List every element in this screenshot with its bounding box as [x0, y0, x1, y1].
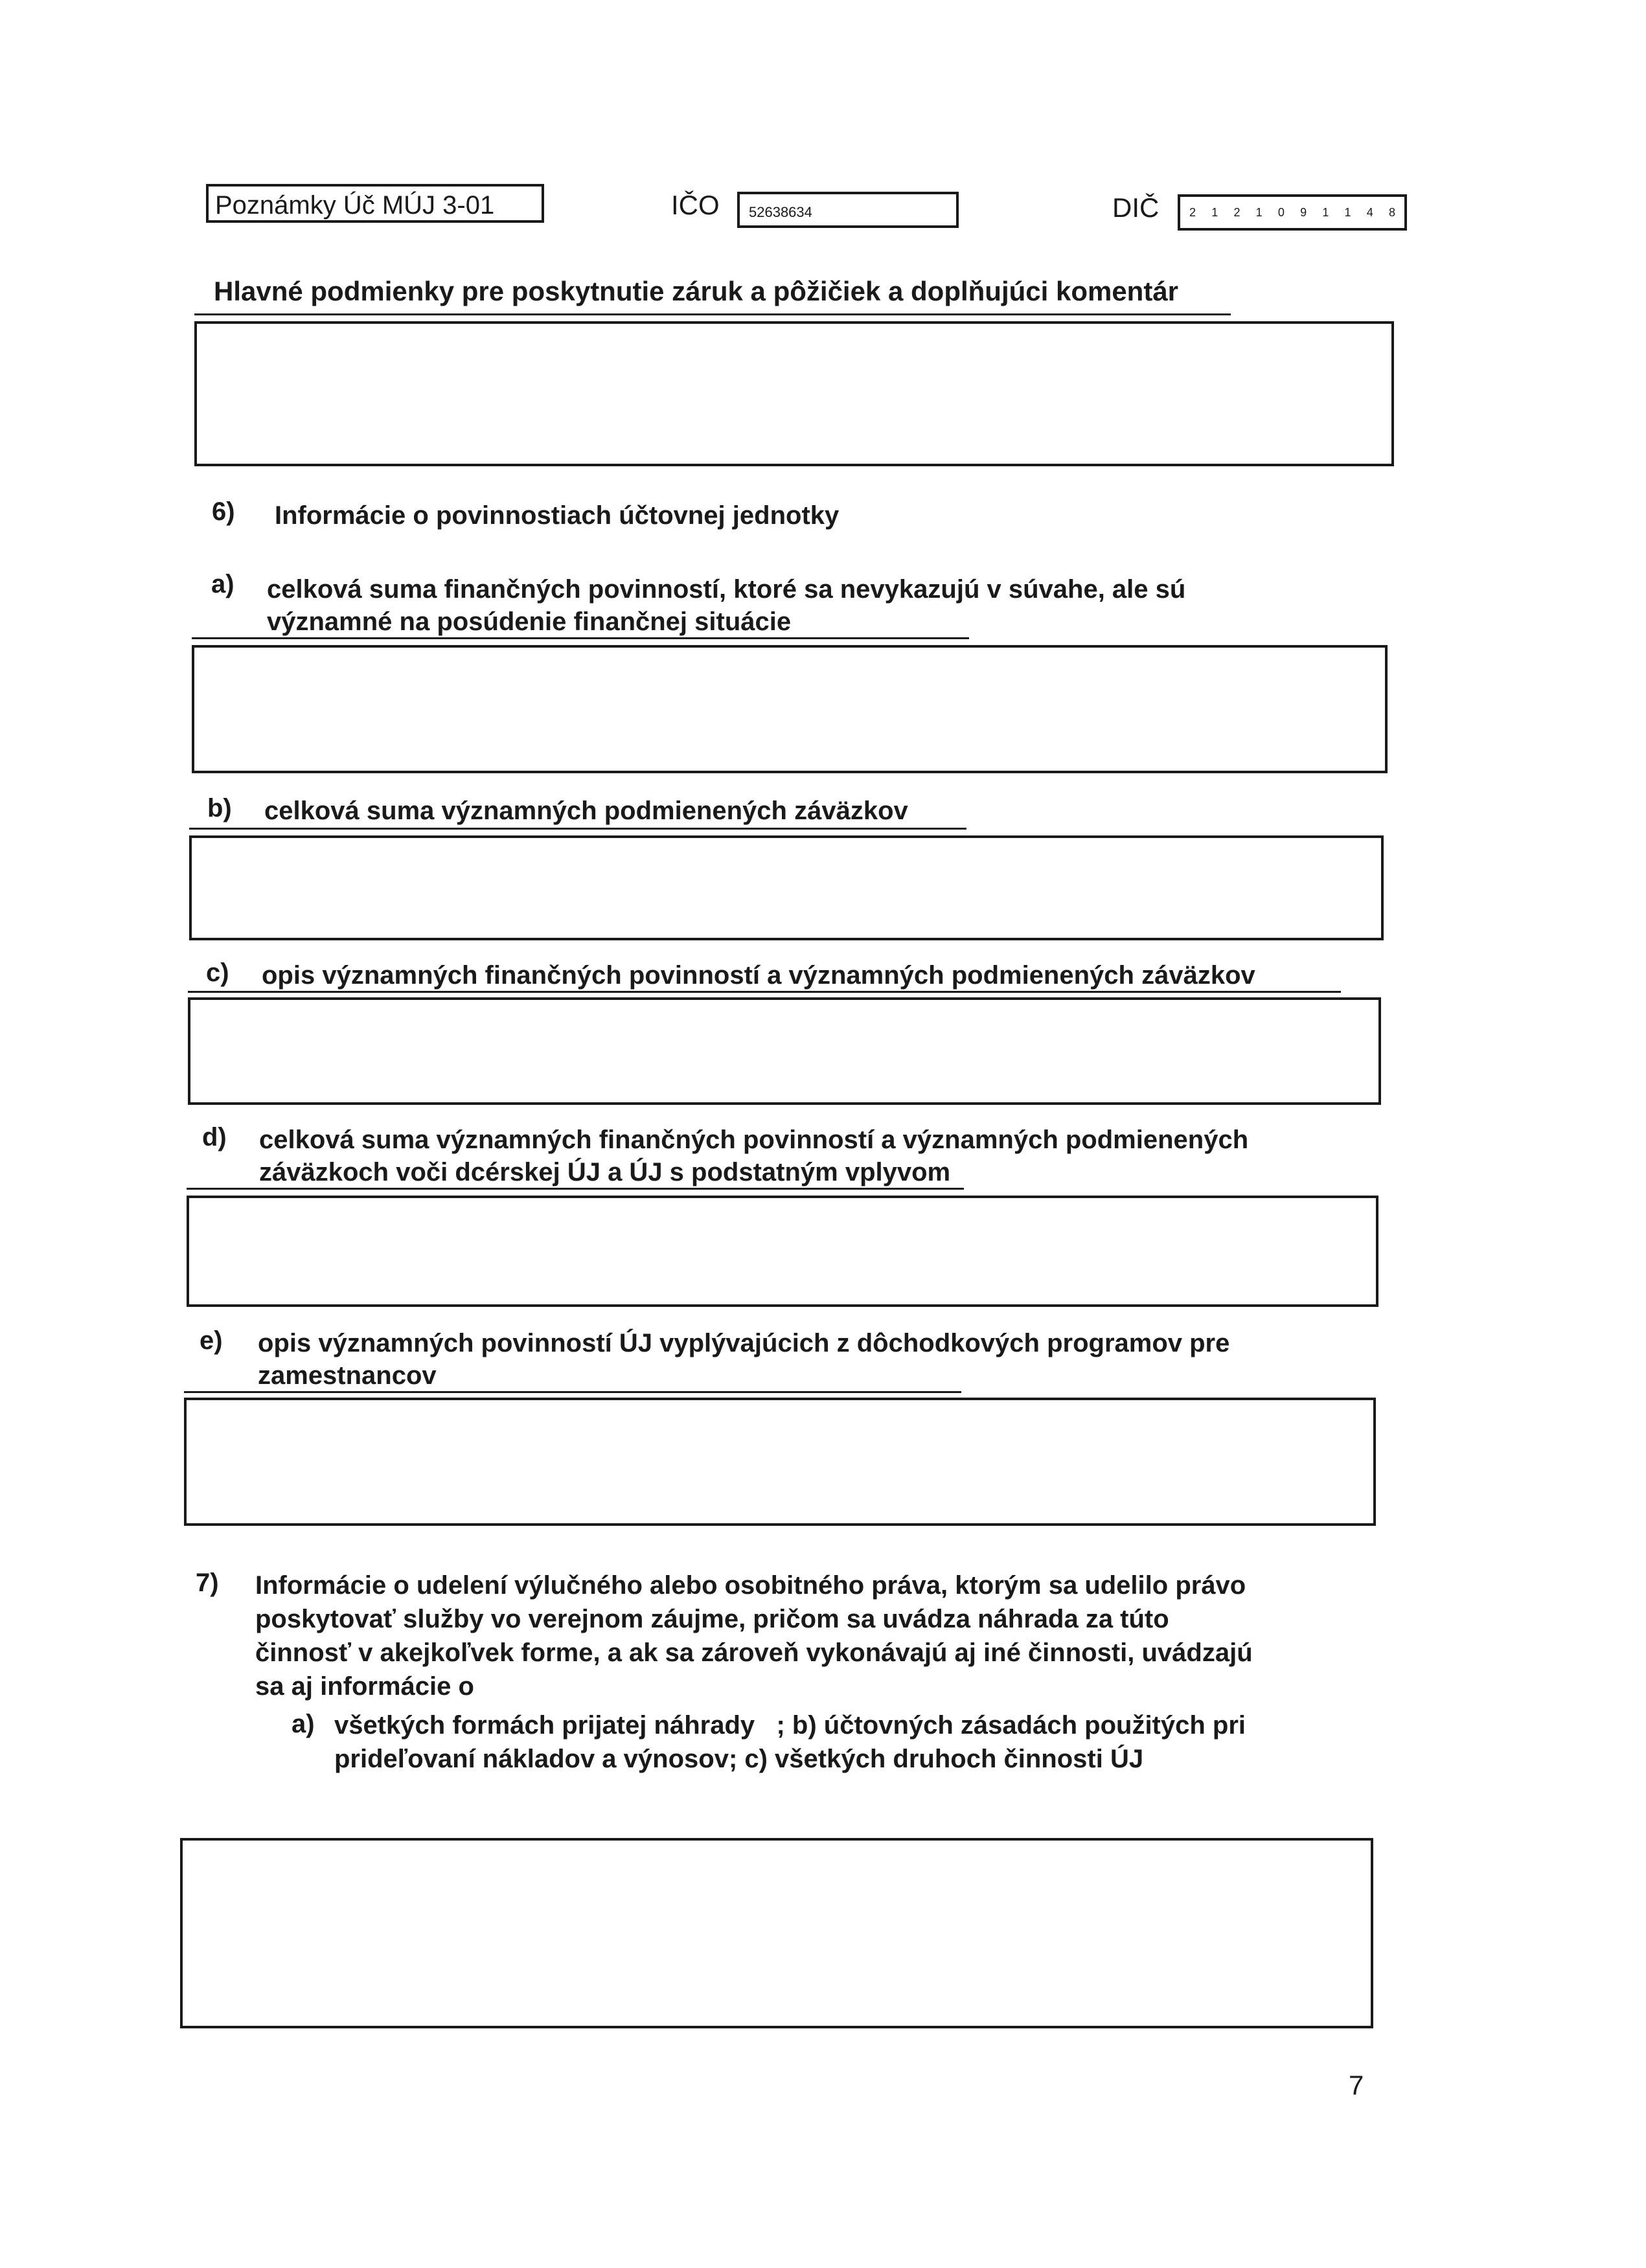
- dic-label: DIČ: [1112, 192, 1160, 223]
- item-a-box[interactable]: [192, 645, 1388, 773]
- dic-digit: 0: [1277, 205, 1285, 219]
- section-7-box[interactable]: [180, 1838, 1373, 2028]
- item-a-marker: a): [211, 570, 234, 598]
- form-code: Poznámky Úč MÚJ 3-01: [215, 191, 495, 220]
- item-c-line1: opis významných finančných povinností a významných podmienených záväzkov: [262, 961, 1255, 990]
- item-b-box[interactable]: [189, 835, 1384, 940]
- dic-digit: 1: [1211, 205, 1218, 219]
- ico-value: 52638634: [749, 204, 812, 220]
- item-d-line2: záväzkoch voči dcérskej ÚJ a ÚJ s podstatným vplyvom: [259, 1158, 951, 1186]
- ico-label: IČO: [671, 190, 720, 220]
- form-code-box: [206, 184, 544, 223]
- dic-field[interactable]: [1178, 194, 1407, 231]
- guarantees-title: Hlavné podmienky pre poskytnutie záruk a pôžičiek a doplňujúci komentár: [214, 276, 1179, 306]
- item-c-rule: [188, 991, 1341, 993]
- item-a-line2: významné na posúdenie finančnej situácie: [267, 607, 792, 636]
- section-7-line3: činnosť v akejkoľvek forme, a ak sa zároveň vykonávajú aj iné činnosti, uvádzajú: [255, 1639, 1253, 1667]
- dic-digit: 9: [1300, 205, 1307, 219]
- item-d-box[interactable]: [187, 1196, 1378, 1307]
- item-e-marker: e): [200, 1326, 223, 1355]
- item-e-box[interactable]: [184, 1398, 1376, 1526]
- dic-digit: 1: [1344, 205, 1351, 219]
- item-e-line1: opis významných povinností ÚJ vyplývajúcich z dôchodkových programov pre: [258, 1329, 1230, 1357]
- section-6-title: Informácie o povinnostiach účtovnej jednotky: [275, 501, 840, 530]
- page-number: 7: [1349, 2070, 1364, 2100]
- item-e-rule: [184, 1391, 961, 1393]
- section-7-sub-line1: všetkých formách prijatej náhrady ; b) účtovných zásadách použitých pri: [334, 1711, 1246, 1740]
- item-d-line1: celková suma významných finančných povinností a významných podmienených: [259, 1126, 1249, 1154]
- section-7-line2: poskytovať služby vo verejnom záujme, pričom sa uvádza náhrada za túto: [255, 1605, 1169, 1633]
- dic-digit: 1: [1255, 205, 1263, 219]
- item-a-rule: [192, 637, 969, 639]
- dic-digit: 8: [1388, 205, 1395, 219]
- item-d-marker: d): [202, 1123, 227, 1151]
- dic-digit: 1: [1322, 205, 1329, 219]
- section-6-number: 6): [212, 497, 235, 526]
- item-c-marker: c): [206, 958, 229, 987]
- item-b-line1: celková suma významných podmienených záväzkov: [264, 797, 908, 825]
- ico-field[interactable]: [737, 192, 959, 228]
- guarantees-rule: [194, 313, 1231, 315]
- item-d-rule: [187, 1188, 964, 1190]
- dic-digits: [1180, 197, 1404, 228]
- section-7-line1: Informácie o udelení výlučného alebo osobitného práva, ktorým sa udelilo právo: [255, 1571, 1246, 1600]
- item-b-marker: b): [207, 794, 232, 822]
- section-7-sub-marker: a): [291, 1710, 315, 1738]
- dic-digit: 2: [1233, 205, 1240, 219]
- dic-digit: 2: [1189, 205, 1196, 219]
- guarantees-comment-box[interactable]: [194, 321, 1394, 466]
- section-7-line4: sa aj informácie o: [255, 1672, 474, 1701]
- item-c-box[interactable]: [188, 997, 1381, 1105]
- dic-digit: 4: [1366, 205, 1373, 219]
- item-a-line1: celková suma finančných povinností, ktoré sa nevykazujú v súvahe, ale sú: [267, 575, 1186, 604]
- section-7-sub-line2: prideľovaní nákladov a výnosov; c) všetkých druhoch činnosti ÚJ: [334, 1745, 1144, 1773]
- section-7-number: 7): [196, 1569, 219, 1597]
- item-b-rule: [189, 828, 966, 830]
- item-e-line2: zamestnancov: [258, 1361, 437, 1390]
